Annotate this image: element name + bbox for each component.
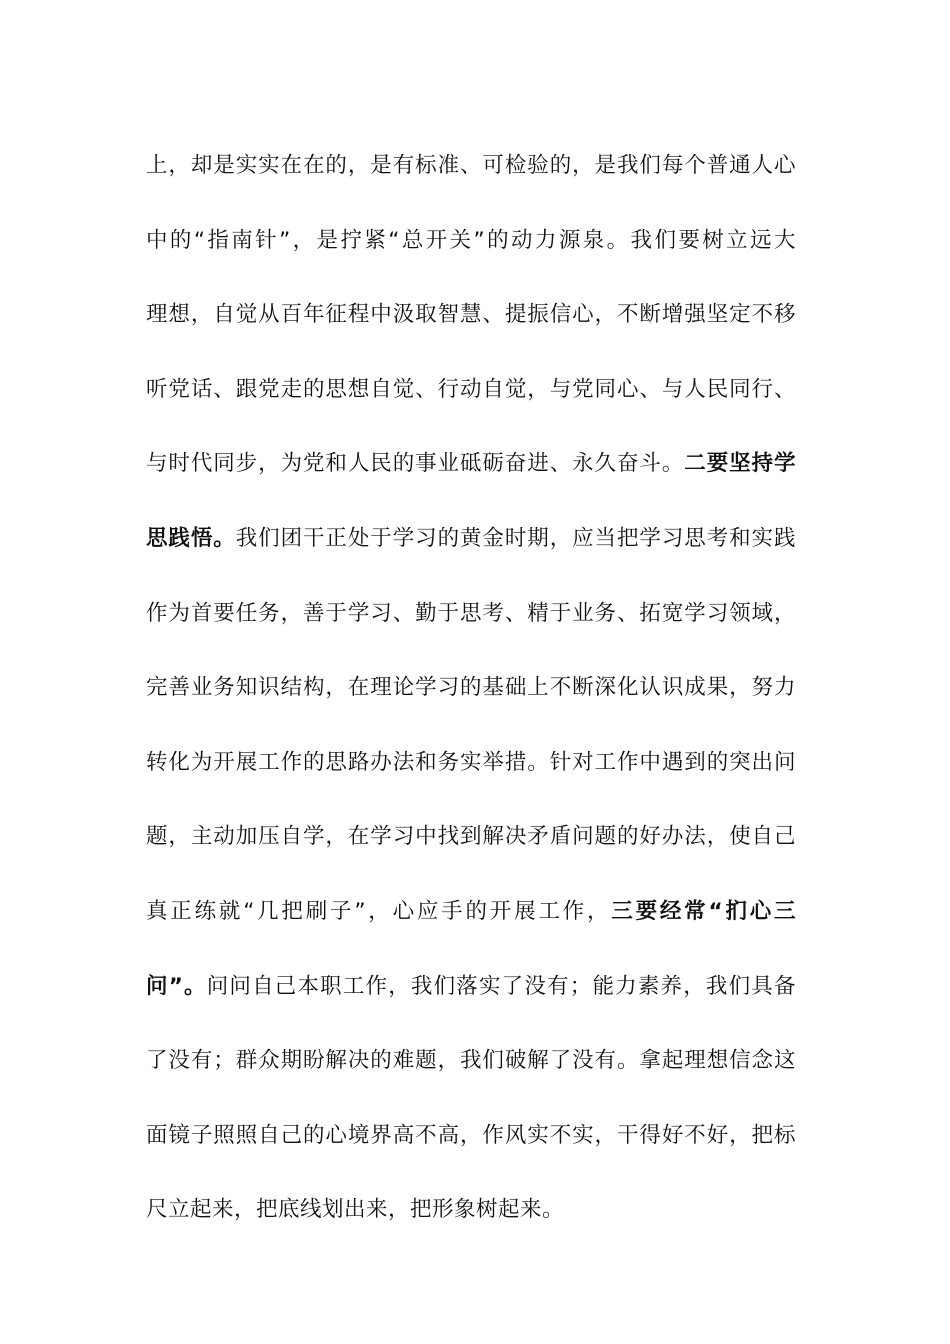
body-text: 作为首要任务，善于学习、勤于思考、精于业务、拓宽学习领域， [146,600,796,626]
text-line [146,427,796,502]
body-paragraph [146,129,796,1248]
body-text: 了没有；群众期盼解决的难题，我们破解了没有。拿起理想信念这 [146,1048,796,1074]
text-line [146,726,796,801]
text-line [146,1173,796,1248]
bold-heading-text: 二要坚持学 [684,451,796,477]
text-line [146,950,796,1025]
body-text: 上，却是实实在在的，是有标准、可检验的，是我们每个普通人心 [146,153,796,178]
body-text: 尺立起来，把底线划出来，把形象树起来。 [146,1197,565,1223]
text-line [146,875,796,950]
body-text: 真正练就“几把刷子”，心应手的开展工作， [146,898,612,924]
text-line [146,502,796,577]
body-text: 转化为开展工作的思路办法和务实举措。针对工作中遇到的突出问 [146,749,796,775]
bold-heading-text: 思践悟。 [146,525,236,551]
body-text: 与时代同步，为党和人民的事业砥砺奋进、永久奋斗。 [146,451,685,477]
text-line [146,577,796,652]
bold-heading-text: 问”。 [146,973,207,999]
text-line [146,1024,796,1099]
body-text: 中的“指南针”，是拧紧“总开关”的动力源泉。我们要树立远大 [146,227,796,253]
text-line [146,1099,796,1174]
body-text: 问问自己本职工作，我们落实了没有；能力素养，我们具备 [206,973,796,999]
text-line [146,651,796,726]
text-line [146,278,796,353]
text-line [146,353,796,428]
body-text: 理想，自觉从百年征程中汲取智慧、提振信心，不断增强坚定不移 [146,302,796,328]
body-text: 我们团干正处于学习的黄金时期，应当把学习思考和实践 [235,525,796,551]
text-line [146,129,796,204]
text-line [146,800,796,875]
bold-heading-text: 三要经常“扪心三 [611,898,796,924]
text-line [146,204,796,279]
body-text: 听党话、跟党走的思想自觉、行动自觉，与党同心、与人民同行、 [146,376,796,402]
body-text: 完善业务知识结构，在理论学习的基础上不断深化认识成果，努力 [146,675,796,701]
body-text: 面镜子照照自己的心境界高不高，作风实不实，干得好不好，把标 [146,1122,796,1148]
body-text: 题，主动加压自学，在学习中找到解决矛盾问题的好办法，使自己 [146,824,796,850]
